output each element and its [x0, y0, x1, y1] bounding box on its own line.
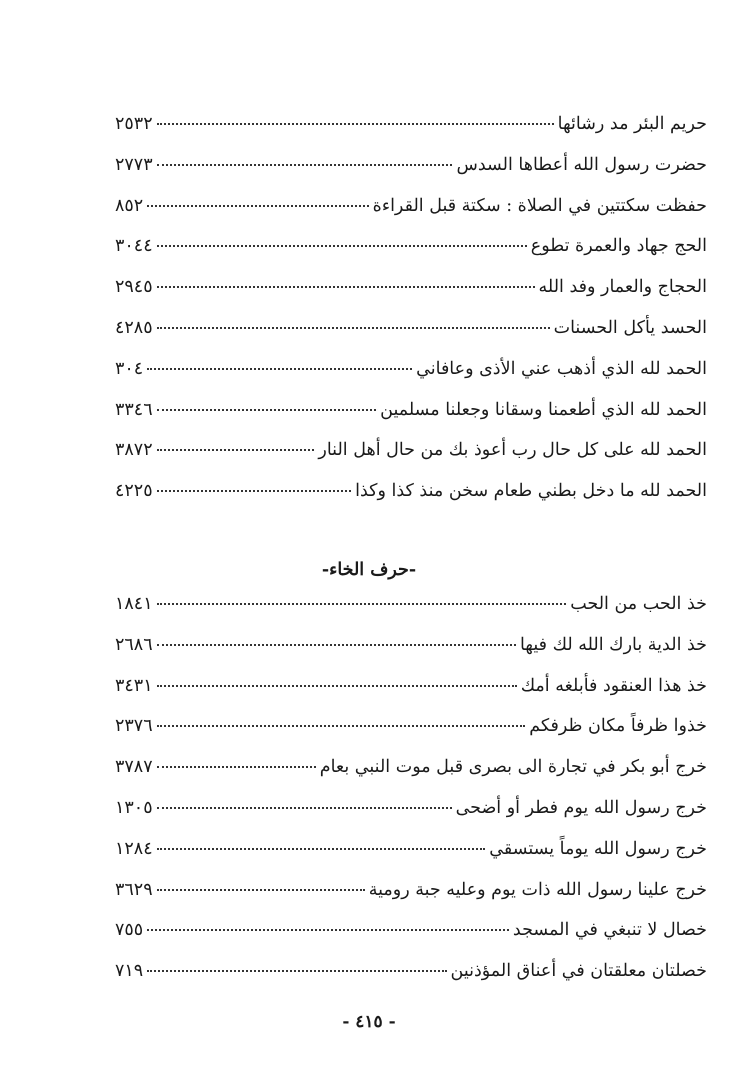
dot-leader [157, 807, 452, 809]
index-entry [115, 481, 707, 522]
entry-number: ٢٥٣٢ [115, 114, 153, 134]
dot-leader [157, 685, 517, 687]
entry-text: الحمد لله الذي أطعمنا وسقانا وجعلنا مسلمين [380, 399, 707, 420]
entry-number: ٧١٩ [115, 961, 144, 982]
entry-text: الحمد لله ما دخل بطني طعام سخن منذ كذا وكذا [355, 481, 707, 502]
entry-number: ٤٢٨٥ [115, 317, 153, 338]
dot-leader [157, 766, 316, 768]
entries-group-haa [115, 114, 707, 522]
index-entry [115, 839, 707, 880]
entry-text: الحمد لله الذي أذهب عني الأذى وعافاني [416, 358, 707, 379]
index-entry [115, 114, 707, 155]
entry-text: خذ الدية بارك الله لك فيها [519, 634, 707, 655]
index-entry [115, 318, 707, 359]
index-entry [115, 594, 707, 635]
index-entry [115, 798, 707, 839]
entry-text: حريم البئر مد رشائها [557, 114, 707, 134]
page-number: - ٤١٥ - [342, 1012, 396, 1032]
section-heading: -حرف الخاء- [321, 560, 417, 580]
entry-number: ١٨٤١ [115, 594, 153, 614]
entry-number: ٢٦٨٦ [115, 634, 153, 655]
index-entry [115, 236, 707, 277]
index-entry [115, 880, 707, 921]
index-entry [115, 155, 707, 196]
entry-text: الحج جهاد والعمرة تطوع [530, 236, 707, 257]
dot-leader [147, 368, 412, 370]
index-entry [115, 716, 707, 757]
entry-number: ٢٣٧٦ [115, 716, 153, 737]
index-entry [115, 196, 707, 237]
entry-number: ١٣٠٥ [115, 797, 153, 818]
dot-leader [147, 929, 509, 931]
entry-number: ٢٧٧٣ [115, 154, 153, 175]
dot-leader [157, 889, 365, 891]
dot-leader [157, 286, 535, 288]
entry-text: خرج رسول الله يوم فطر أو أضحى [455, 797, 707, 818]
index-entry [115, 676, 707, 717]
entry-text: خصلتان معلقتان في أعناق المؤذنين [450, 961, 707, 982]
index-entry [115, 359, 707, 400]
entry-number: ٣٨٧٢ [115, 440, 153, 461]
dot-leader [147, 205, 368, 207]
dot-leader [157, 644, 516, 646]
index-entry [115, 920, 707, 961]
entry-number: ٨٥٢ [115, 195, 144, 216]
entry-number: ٤٢٢٥ [115, 481, 153, 502]
dot-leader [157, 449, 315, 451]
entry-text: حفظت سكتتين في الصلاة : سكتة قبل القراءة [372, 195, 707, 216]
dot-leader [157, 245, 527, 247]
dot-leader [157, 327, 550, 329]
dot-leader [157, 164, 453, 166]
entry-text: خرج علينا رسول الله ذات يوم وعليه جبة رومية [368, 879, 707, 900]
index-entry [115, 277, 707, 318]
entry-number: ٧٥٥ [115, 920, 144, 941]
entry-text: الحسد يأكل الحسنات [553, 317, 707, 338]
entry-text: حضرت رسول الله أعطاها السدس [456, 154, 707, 175]
dot-leader [157, 409, 377, 411]
entry-number: ٣٠٤ [115, 358, 144, 379]
entry-number: ٣٣٤٦ [115, 399, 153, 420]
entry-text: الحمد لله على كل حال رب أعوذ بك من حال أهل النار [318, 440, 707, 461]
dot-leader [157, 603, 567, 605]
entry-number: ٣٠٤٤ [115, 236, 153, 257]
entry-text: الحجاج والعمار وفد الله [538, 277, 707, 298]
entry-text: خصال لا تنبغي في المسجد [512, 920, 707, 941]
entry-number: ٣٦٢٩ [115, 879, 153, 900]
entry-text: خذ الحب من الحب [570, 594, 707, 614]
dot-leader [157, 490, 351, 492]
index-entry [115, 400, 707, 441]
entry-number: ٣٧٨٧ [115, 757, 153, 778]
entries-group-khaa [115, 594, 707, 1002]
entry-text: خذوا ظرفاً مكان ظرفكم [529, 716, 707, 737]
entry-number: ٣٤٣١ [115, 675, 153, 696]
dot-leader [147, 970, 446, 972]
entry-text: خرج أبو بكر في تجارة الى بصرى قبل موت النبي بعام [319, 757, 707, 778]
dot-leader [157, 725, 526, 727]
entry-text: خرج رسول الله يوماً يستسقي [489, 838, 707, 859]
dot-leader [157, 123, 554, 125]
entry-number: ١٢٨٤ [115, 838, 153, 859]
index-entry [115, 440, 707, 481]
entry-text: خذ هذا العنقود فأبلغه أمك [520, 675, 707, 696]
entry-number: ٢٩٤٥ [115, 277, 153, 298]
index-entry [115, 635, 707, 676]
dot-leader [157, 848, 486, 850]
index-entry [115, 961, 707, 1002]
index-entry [115, 757, 707, 798]
